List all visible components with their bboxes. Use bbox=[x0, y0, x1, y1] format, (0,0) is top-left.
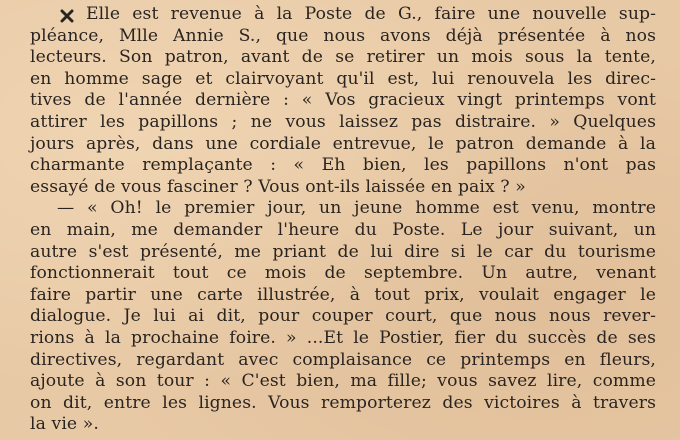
paragraph-2 bbox=[30, 198, 656, 436]
text-line: lecteurs. Son patron, avant de se retirer un mois sous la tente, bbox=[30, 47, 656, 68]
text-line: directives, regardant avec complaisance ce printemps en fleurs, bbox=[30, 349, 656, 370]
text-line: Elle est revenue à la Poste de G., faire une nouvelle sup- bbox=[86, 4, 656, 24]
text-line: la vie ». bbox=[30, 414, 99, 435]
text-line: attirer les papillons ; ne vous laissez pas distraire. » Quelques bbox=[30, 111, 656, 132]
text-line: on dit, entre les lignes. Vous remporterez des victoires à travers bbox=[30, 392, 656, 413]
article-text bbox=[30, 4, 656, 436]
text-line: en main, me demander l'heure du Poste. Le jour suivant, un bbox=[30, 219, 656, 240]
text-line: charmante remplaçante : « Eh bien, les papillons n'ont pas bbox=[30, 155, 656, 176]
text-line: ajoute à son tour : « C'est bien, ma fille; vous savez lire, comme bbox=[30, 371, 656, 392]
text-line: essayé de vous fasciner ? Vous ont-ils laissée en paix ? » bbox=[30, 176, 526, 197]
text-line: dialogue. Je lui ai dit, pour couper court, que nous nous rever- bbox=[30, 306, 656, 327]
text-line: faire partir une carte illustrée, à tout prix, voulait engager le bbox=[30, 284, 656, 305]
text-line: jours après, dans une cordiale entrevue, le patron demande à la bbox=[30, 133, 656, 154]
text-line: rions à la prochaine foire. » ...Et le Postier, fier du succès de ses bbox=[30, 327, 656, 348]
text-line: autre s'est présenté, me priant de lui dire si le car du tourisme bbox=[30, 241, 656, 262]
text-line: en homme sage et clairvoyant qu'il est, lui renouvela les direc- bbox=[30, 68, 656, 89]
text-line: — « Oh! le premier jour, un jeune homme est venu, montre bbox=[57, 198, 656, 219]
paragraph-1 bbox=[30, 4, 656, 198]
text-line: tives de l'année dernière : « Vos gracieux vingt printemps vont bbox=[30, 90, 656, 111]
text-line: fonctionnerait tout ce mois de septembre. Un autre, venant bbox=[30, 263, 656, 284]
text-line: pléance, Mlle Annie S., que nous avons déjà présentée à nos bbox=[30, 25, 656, 46]
